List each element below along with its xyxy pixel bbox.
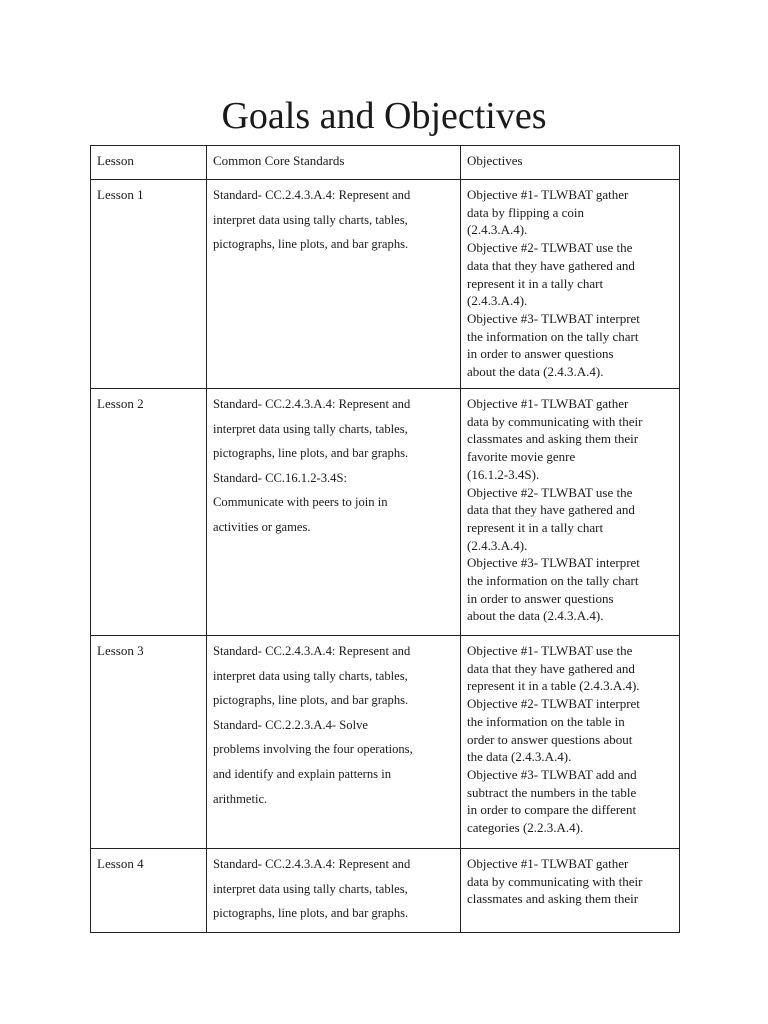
objective-line: (2.4.3.A.4). (467, 293, 528, 309)
objective-line: represent it in a tally chart (467, 275, 604, 291)
objective-line: (2.4.3.A.4). (467, 537, 528, 553)
objective-line: Objective #2- TLWBAT interpret (467, 696, 640, 712)
objective-line: Objective #1- TLWBAT gather (467, 396, 629, 411)
standards-line: interpret data using tally charts, tables, (213, 881, 408, 896)
objective-line: (2.4.3.A.4). (467, 222, 528, 238)
standards-cell (207, 389, 461, 636)
objective-line: classmates and asking them their (467, 431, 639, 447)
standards-line: pictographs, line plots, and bar graphs. (213, 446, 409, 461)
objective-line: Objective #3- TLWBAT interpret (467, 555, 640, 571)
standards-line: Standard- CC.16.1.2-3.4S: (213, 470, 347, 485)
standards-line: Standard- CC.2.4.3.A.4: Represent and (213, 188, 411, 202)
objectives-cell (461, 389, 680, 636)
objective-line: about the data (2.4.3.A.4). (467, 608, 604, 624)
table-row (91, 180, 680, 389)
standards-cell (207, 849, 461, 933)
objective-line: Objective #2- TLWBAT use the (467, 484, 633, 500)
table-row (91, 849, 680, 933)
objective-line: Objective #3- TLWBAT add and (467, 766, 637, 782)
objectives-cell (461, 849, 680, 933)
objective-line: Objective #1- TLWBAT use the (467, 643, 633, 658)
page-title: Goals and Objectives (221, 95, 547, 137)
objective-line: represent it in a tally chart (467, 519, 604, 535)
standards-cell (207, 636, 461, 849)
objective-line: favorite movie genre (467, 449, 576, 465)
standards-line: problems involving the four operations, (213, 742, 413, 757)
standards-line: activities or games. (213, 519, 311, 534)
objective-line: in order to compare the different (467, 802, 637, 818)
objective-line: data by communicating with their (467, 413, 643, 429)
standards-line: pictographs, line plots, and bar graphs. (213, 693, 409, 708)
objective-line: subtract the numbers in the table (467, 784, 637, 800)
objective-line: order to answer questions about (467, 731, 633, 747)
objective-line: about the data (2.4.3.A.4). (467, 364, 604, 380)
objective-line: Objective #3- TLWBAT interpret (467, 310, 640, 326)
standards-line: Standard- CC.2.4.3.A.4: Represent and (213, 644, 411, 658)
lesson-cell: Lesson 2 (91, 389, 207, 636)
objectives-cell (461, 180, 680, 389)
objective-line: data by flipping a coin (467, 204, 584, 220)
standards-line: interpret data using tally charts, tables, (213, 212, 408, 227)
objective-line: data that they have gathered and (467, 660, 635, 676)
objective-line: the information on the tally chart (467, 328, 639, 344)
lesson-cell: Lesson 3 (91, 636, 207, 849)
objective-line: Objective #2- TLWBAT use the (467, 240, 633, 256)
standards-cell (207, 180, 461, 389)
objective-line: in order to answer questions (467, 590, 614, 606)
lesson-cell: Lesson 4 (91, 849, 207, 933)
objective-line: represent it in a table (2.4.3.A.4). (467, 678, 640, 694)
table-row (91, 389, 680, 636)
header-lesson: Lesson (91, 146, 207, 180)
objective-line: Objective #1- TLWBAT gather (467, 856, 629, 871)
objective-line: (16.1.2-3.4S). (467, 466, 540, 482)
table-header-row (91, 146, 680, 180)
standards-line: Standard- CC.2.2.3.A.4- Solve (213, 717, 368, 732)
standards-line: pictographs, line plots, and bar graphs. (213, 237, 409, 252)
standards-line: Standard- CC.2.4.3.A.4: Represent and (213, 397, 411, 411)
standards-line: pictographs, line plots, and bar graphs. (213, 906, 409, 921)
objective-line: data by communicating with their (467, 873, 643, 889)
standards-line: Standard- CC.2.4.3.A.4: Represent and (213, 857, 411, 871)
objective-line: Objective #1- TLWBAT gather (467, 187, 629, 202)
objective-line: in order to answer questions (467, 346, 614, 362)
standards-line: Communicate with peers to join in (213, 495, 388, 510)
header-standards: Common Core Standards (207, 146, 461, 180)
standards-line: arithmetic. (213, 791, 268, 806)
lesson-cell: Lesson 1 (91, 180, 207, 389)
table-body (91, 180, 680, 933)
objectives-table (90, 145, 680, 933)
objective-line: the information on the table in (467, 713, 625, 729)
table-row (91, 636, 680, 849)
objective-line: categories (2.2.3.A.4). (467, 820, 584, 836)
objective-line: the data (2.4.3.A.4). (467, 749, 572, 765)
header-objectives: Objectives (461, 146, 680, 180)
objective-line: data that they have gathered and (467, 502, 635, 518)
standards-line: interpret data using tally charts, tables, (213, 421, 408, 436)
objectives-cell (461, 636, 680, 849)
objective-line: data that they have gathered and (467, 257, 635, 273)
standards-line: interpret data using tally charts, tables, (213, 668, 408, 683)
objective-line: classmates and asking them their (467, 891, 639, 907)
standards-line: and identify and explain patterns in (213, 766, 392, 781)
objective-line: the information on the tally chart (467, 573, 639, 589)
